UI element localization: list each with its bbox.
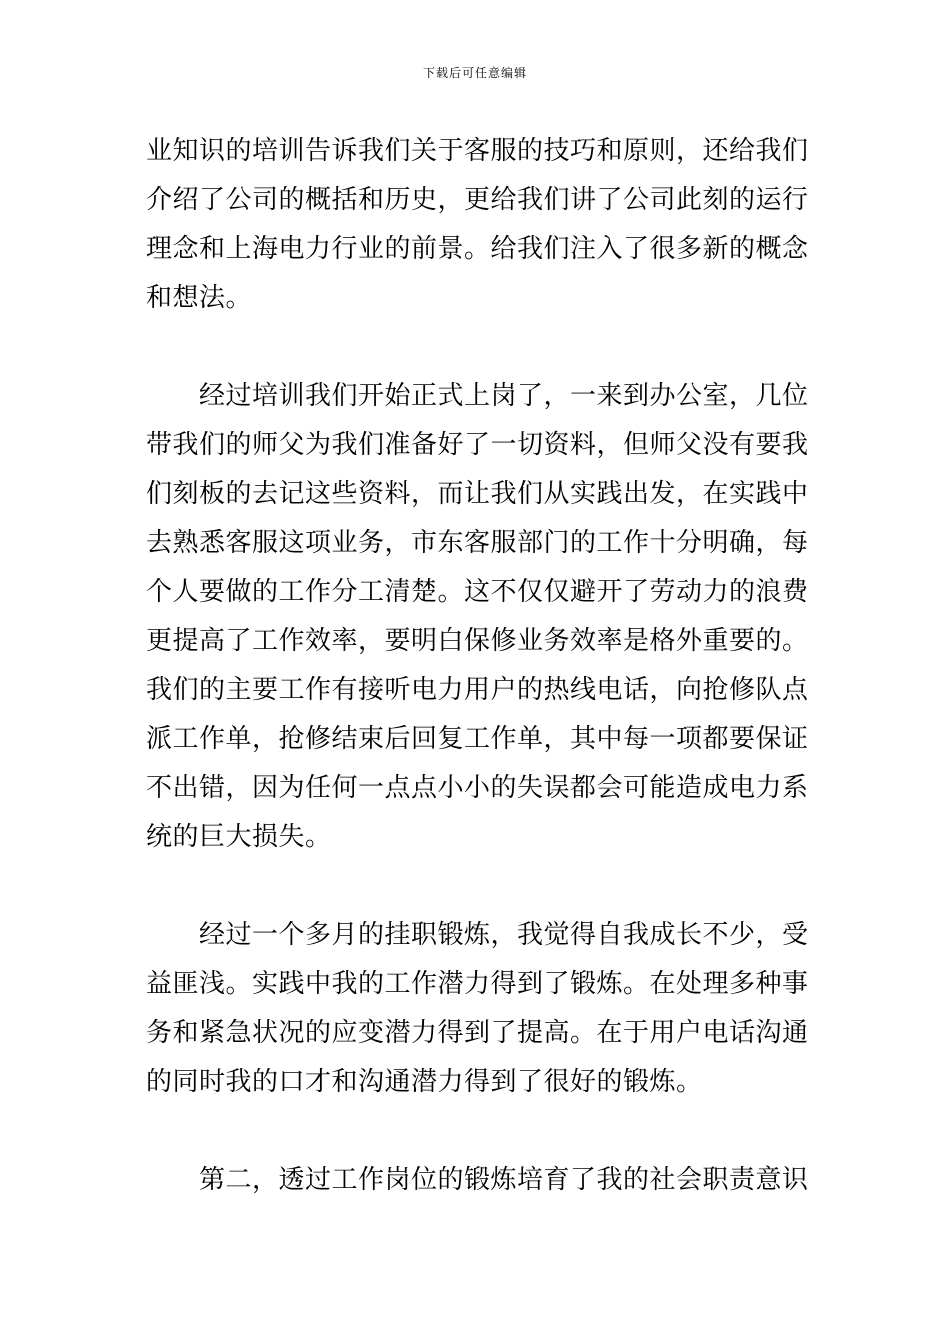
text-line: 更提高了工作效率，要明白保修业务效率是格外重要的。 [146,626,809,656]
text-line: 我们的主要工作有接听电力用户的热线电话，向抢修队点 [146,675,809,705]
text-line: 去熟悉客服这项业务，市东客服部门的工作十分明确，每 [146,528,809,558]
text-line: 理念和上海电力行业的前景。给我们注入了很多新的概念 [146,234,809,264]
paragraph-spacer [146,323,811,372]
paragraph-3 [146,911,811,1107]
text-line: 们刻板的去记这些资料，而让我们从实践出发，在实践中 [146,479,809,509]
text-line: 务和紧急状况的应变潜力得到了提高。在于用户电话沟通 [146,1018,809,1048]
paragraph-2 [146,372,811,862]
text-line: 个人要做的工作分工清楚。这不仅仅避开了劳动力的浪费 [146,577,809,607]
text-line: 经过培训我们开始正式上岗了，一来到办公室，几位 [199,381,809,411]
text-line: 统的巨大损失。 [146,822,332,852]
text-line: 派工作单，抢修结束后回复工作单，其中每一项都要保证 [146,724,809,754]
document-body [146,127,811,1205]
paragraph-1 [146,127,811,323]
paragraph-spacer [146,862,811,911]
text-line: 经过一个多月的挂职锻炼，我觉得自我成长不少，受 [199,920,809,950]
paragraph-4 [146,1156,811,1205]
text-line: 和想法。 [146,283,253,313]
text-line: 带我们的师父为我们准备好了一切资料，但师父没有要我 [146,430,809,460]
text-line: 的同时我的口才和沟通潜力得到了很好的锻炼。 [146,1067,703,1097]
paragraph-spacer [146,1107,811,1156]
text-line: 第二，透过工作岗位的锻炼培育了我的社会职责意识 [199,1165,809,1195]
text-line: 业知识的培训告诉我们关于客服的技巧和原则，还给我们 [146,136,809,166]
header-note: 下载后可任意编辑 [422,66,527,80]
text-line: 益匪浅。实践中我的工作潜力得到了锻炼。在处理多种事 [146,969,809,999]
text-line: 不出错，因为任何一点点小小的失误都会可能造成电力系 [146,773,809,803]
text-line: 介绍了公司的概括和历史，更给我们讲了公司此刻的运行 [146,185,809,215]
